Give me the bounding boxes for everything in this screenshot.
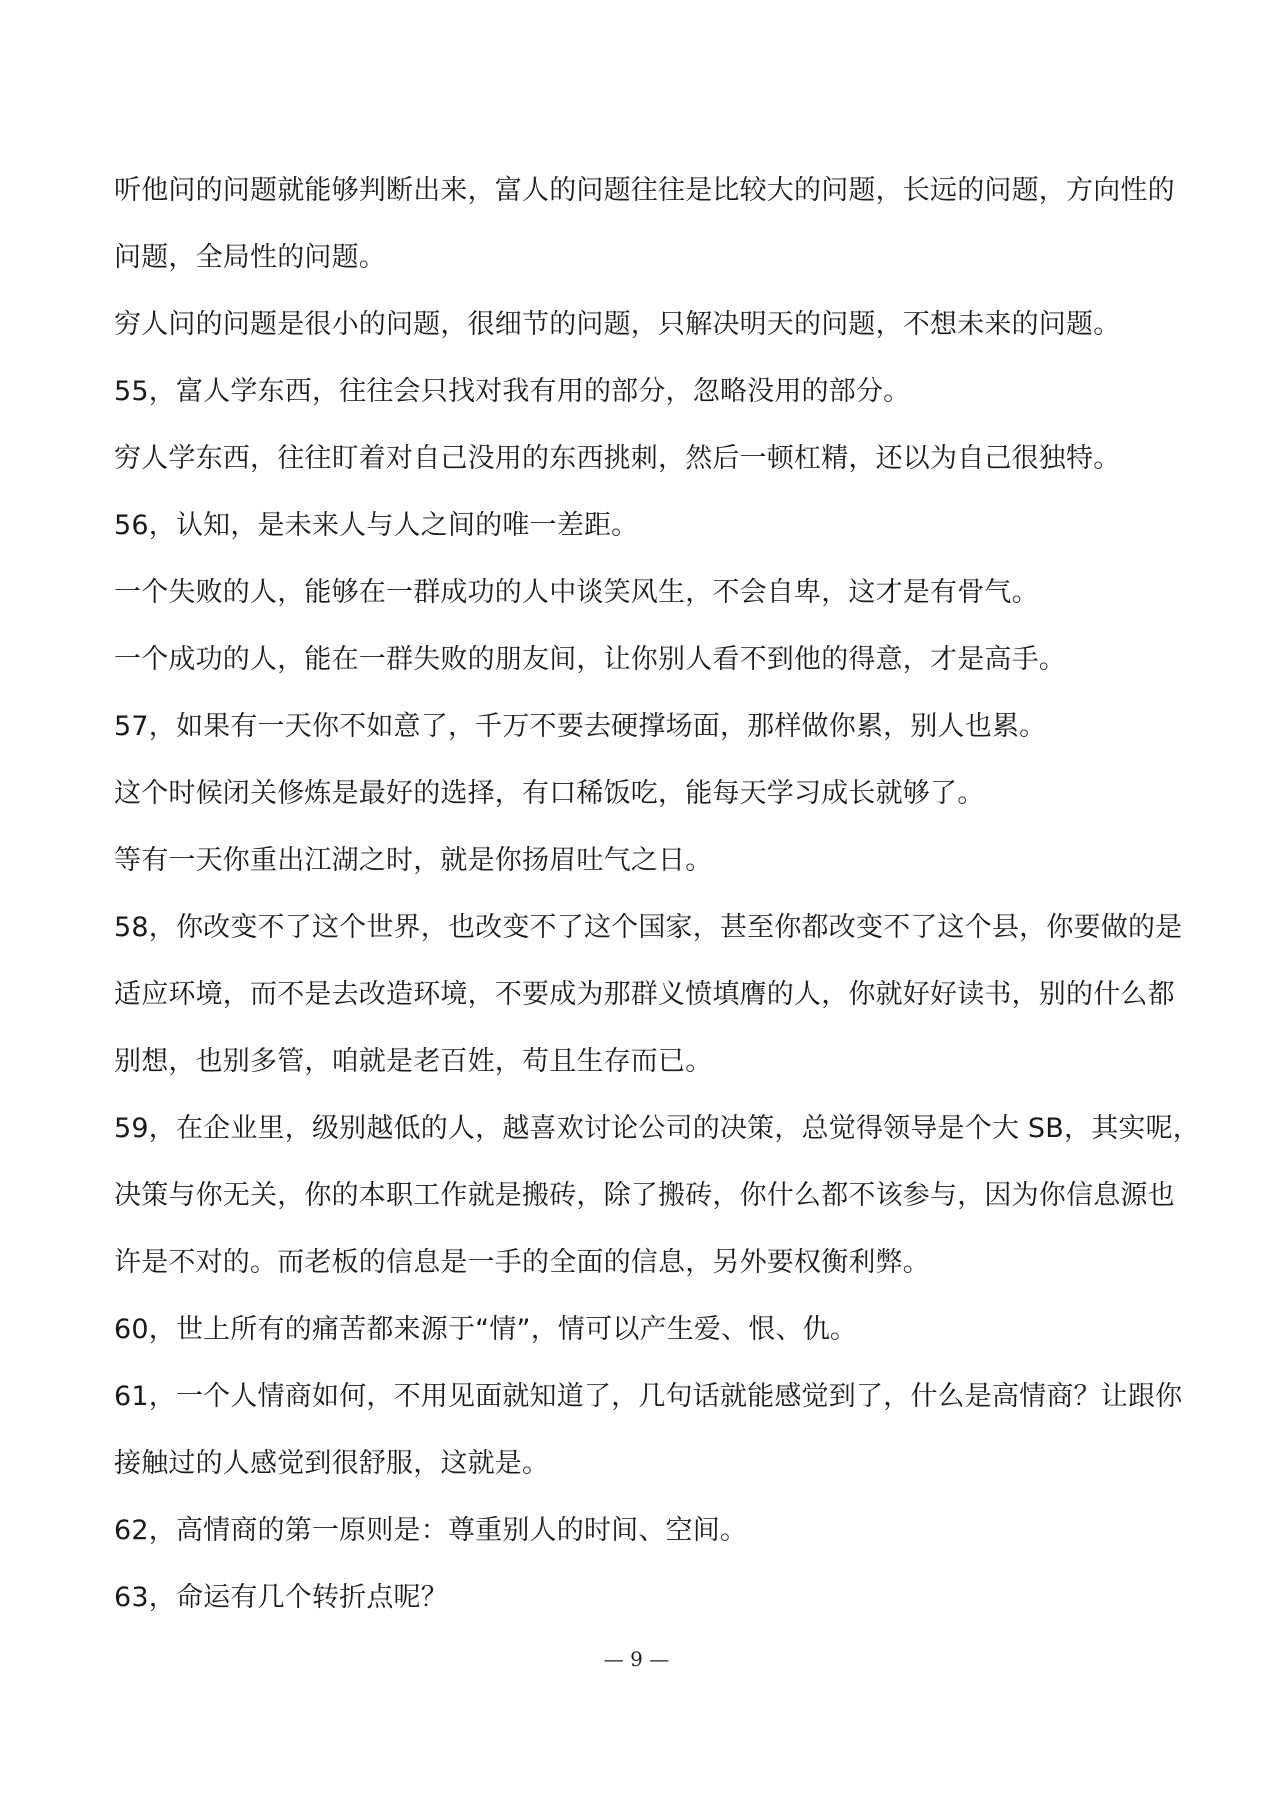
text-line: 62，高情商的第一原则是：尊重别人的时间、空间。 — [114, 1515, 748, 1546]
text-line: 63，命运有几个转折点呢？ — [114, 1582, 448, 1613]
text-line: 别想，也别多管，咱就是老百姓，苟且生存而已。 — [114, 1046, 713, 1077]
text-line: 问题，全局性的问题。 — [114, 242, 386, 273]
text-line: 听他问的问题就能够判断出来，富人的问题往往是比较大的问题，长远的问题，方向性的 — [114, 175, 1175, 206]
text-line: 56，认知，是未来人与人之间的唯一差距。 — [114, 510, 639, 541]
text-line: 57，如果有一天你不如意了，千万不要去硬撑场面，那样做你累，别人也累。 — [114, 711, 1047, 742]
text-line: 穷人问的问题是很小的问题，很细节的问题，只解决明天的问题，不想未来的问题。 — [114, 309, 1121, 340]
text-line: 一个失败的人，能够在一群成功的人中谈笑风生，不会自卑，这才是有骨气。 — [114, 577, 1039, 608]
text-line: 适应环境，而不是去改造环境，不要成为那群义愤填膺的人，你就好好读书，别的什么都 — [114, 979, 1175, 1010]
text-line: 60，世上所有的痛苦都来源于“情”，情可以产生爱、恨、仇。 — [114, 1314, 858, 1345]
text-line: 61，一个人情商如何，不用见面就知道了，几句话就能感觉到了，什么是高情商？让跟你 — [114, 1381, 1183, 1412]
text-line: 55，富人学东西，往往会只找对我有用的部分，忽略没用的部分。 — [114, 376, 911, 407]
text-line: 这个时候闭关修炼是最好的选择，有口稀饭吃，能每天学习成长就够了。 — [114, 778, 985, 809]
text-line: 接触过的人感觉到很舒服，这就是。 — [114, 1448, 550, 1479]
text-line: 等有一天你重出江湖之时，就是你扬眉吐气之日。 — [114, 845, 713, 876]
text-line: 59，在企业里，级别越低的人，越喜欢讨论公司的决策，总觉得领导是个大 SB，其实呢， — [114, 1113, 1200, 1144]
text-line: 一个成功的人，能在一群失败的朋友间，让你别人看不到他的得意，才是高手。 — [114, 644, 1066, 675]
text-line: 58，你改变不了这个世界，也改变不了这个国家，甚至你都改变不了这个县，你要做的是 — [114, 912, 1183, 943]
text-line: 穷人学东西，往往盯着对自己没用的东西挑刺，然后一顿杠精，还以为自己很独特。 — [114, 443, 1121, 474]
page-number: — 9 — — [603, 1647, 670, 1671]
text-line: 许是不对的。而老板的信息是一手的全面的信息，另外要权衡利弊。 — [114, 1247, 930, 1278]
body-text — [114, 166, 1200, 1640]
text-line: 决策与你无关，你的本职工作就是搬砖，除了搬砖，你什么都不该参与，因为你信息源也 — [114, 1180, 1175, 1211]
